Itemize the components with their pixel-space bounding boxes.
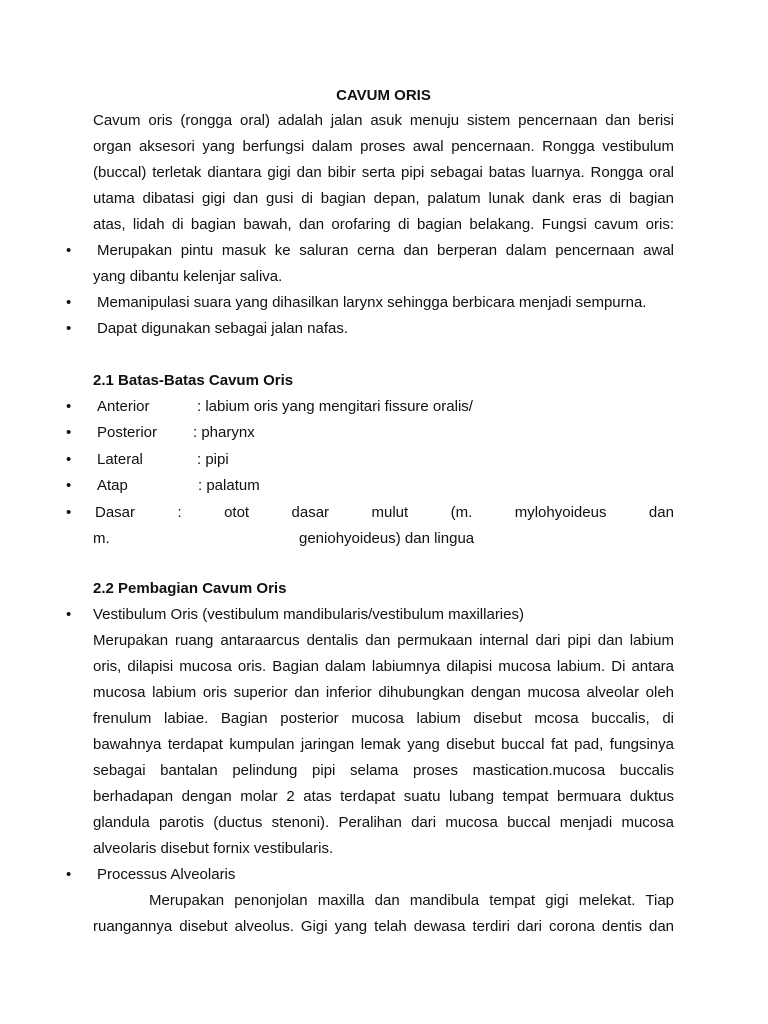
boundary-item-dasar	[95, 500, 674, 526]
page-title: CAVUM ORIS	[336, 87, 431, 104]
dasar-word: dan	[648, 504, 674, 521]
function-item: Merupakan pintu masuk ke saluran cerna dan berperan dalam pencernaan awal	[97, 242, 674, 259]
bullet-icon: •	[66, 451, 72, 468]
function-item: Memanipulasi suara yang dihasilkan larynx sehingga berbicara menjadi sempurna.	[97, 294, 647, 311]
vestibulum-line: bawahnya terdapat kumpulan jaringan lemak yang disebut buccal fat pad, fungsinya	[93, 736, 674, 753]
bullet-icon: •	[66, 320, 72, 337]
section-heading: 2.2 Pembagian Cavum Oris	[93, 580, 287, 597]
dasar-word: (m.	[450, 504, 473, 521]
boundary-desc: : pharynx	[193, 424, 255, 441]
dasar-word: dasar	[291, 504, 330, 521]
section-heading: 2.1 Batas-Batas Cavum Oris	[93, 372, 294, 389]
dasar-word: :	[177, 504, 182, 521]
bullet-icon: •	[66, 242, 72, 259]
boundary-term: Posterior	[97, 424, 158, 441]
bullet-icon: •	[66, 477, 72, 494]
dasar-continuation-left: m.	[93, 530, 110, 547]
intro-line: (buccal) terletak diantara gigi dan bibir serta pipi sebagai batas luarnya. Rongga oral	[93, 164, 674, 181]
vestibulum-line: alveolaris disebut fornix vestibularis.	[93, 840, 334, 857]
boundary-item	[97, 394, 473, 420]
vestibulum-line: frenulum labiae. Bagian posterior mucosa labium disebut mcosa buccalis, di	[93, 710, 674, 727]
bullet-icon: •	[66, 866, 72, 883]
processus-line: Merupakan penonjolan maxilla dan mandibula tempat gigi melekat. Tiap	[149, 892, 674, 909]
processus-line: ruangannya disebut alveolus. Gigi yang telah dewasa terdiri dari corona dentis dan	[93, 918, 674, 935]
boundary-term: Atap	[97, 477, 128, 494]
bullet-icon: •	[66, 424, 72, 441]
dasar-word: mylohyoideus	[514, 504, 607, 521]
dasar-word: mulut	[371, 504, 409, 521]
vestibulum-line: glandula parotis (ductus stenoni). Peralihan dari mucosa buccal menjadi mucosa	[93, 814, 674, 831]
boundary-term: Lateral	[97, 451, 143, 468]
subsection-title: Processus Alveolaris	[97, 866, 236, 883]
dasar-word: Dasar	[95, 504, 136, 521]
vestibulum-line: mucosa labium oris superior dan inferior dihubungkan dengan mucosa alveolar oleh	[93, 684, 674, 701]
boundary-item	[97, 447, 229, 473]
dasar-continuation-right: geniohyoideus) dan lingua	[299, 530, 475, 547]
bullet-icon: •	[66, 294, 72, 311]
boundary-desc: : pipi	[197, 451, 229, 468]
intro-line: Cavum oris (rongga oral) adalah jalan asuk menuju sistem pencernaan dan berisi	[93, 112, 674, 129]
function-item-continuation: yang dibantu kelenjar saliva.	[93, 268, 283, 285]
bullet-icon: •	[66, 606, 72, 623]
intro-line: atas, lidah di bagian bawah, dan orofaring di bagian belakang. Fungsi cavum oris:	[93, 216, 674, 233]
vestibulum-line: Merupakan ruang antaraarcus dentalis dan permukaan internal dari pipi dan labium	[93, 632, 674, 649]
boundary-desc: : palatum	[198, 477, 260, 494]
function-item: Dapat digunakan sebagai jalan nafas.	[97, 320, 349, 337]
vestibulum-line: sebagai bantalan pelindung pipi selama proses mastication.mucosa buccalis	[93, 762, 674, 779]
intro-line: organ aksesori yang berfungsi dalam proses awal pencernaan. Rongga vestibulum	[93, 138, 674, 155]
subsection-title: Vestibulum Oris (vestibulum mandibularis/vestibulum maxillaries)	[93, 606, 524, 623]
intro-line: utama dibatasi gigi dan gusi di bagian depan, palatum lunak dank eras di bagian	[93, 190, 674, 207]
vestibulum-line: berhadapan dengan molar 2 atas terdapat suatu lubang tempat bermuara duktus	[93, 788, 674, 805]
boundary-desc: : labium oris yang mengitari fissure oralis/	[197, 398, 473, 415]
vestibulum-line: oris, dilapisi mucosa oris. Bagian dalam labiumnya dilapisi mucosa labium. Di antara	[93, 658, 674, 675]
bullet-icon: •	[66, 504, 72, 521]
boundary-item	[97, 420, 255, 446]
dasar-word: otot	[224, 504, 250, 521]
boundary-item	[97, 473, 260, 499]
boundary-term: Anterior	[97, 398, 150, 415]
bullet-icon: •	[66, 398, 72, 415]
